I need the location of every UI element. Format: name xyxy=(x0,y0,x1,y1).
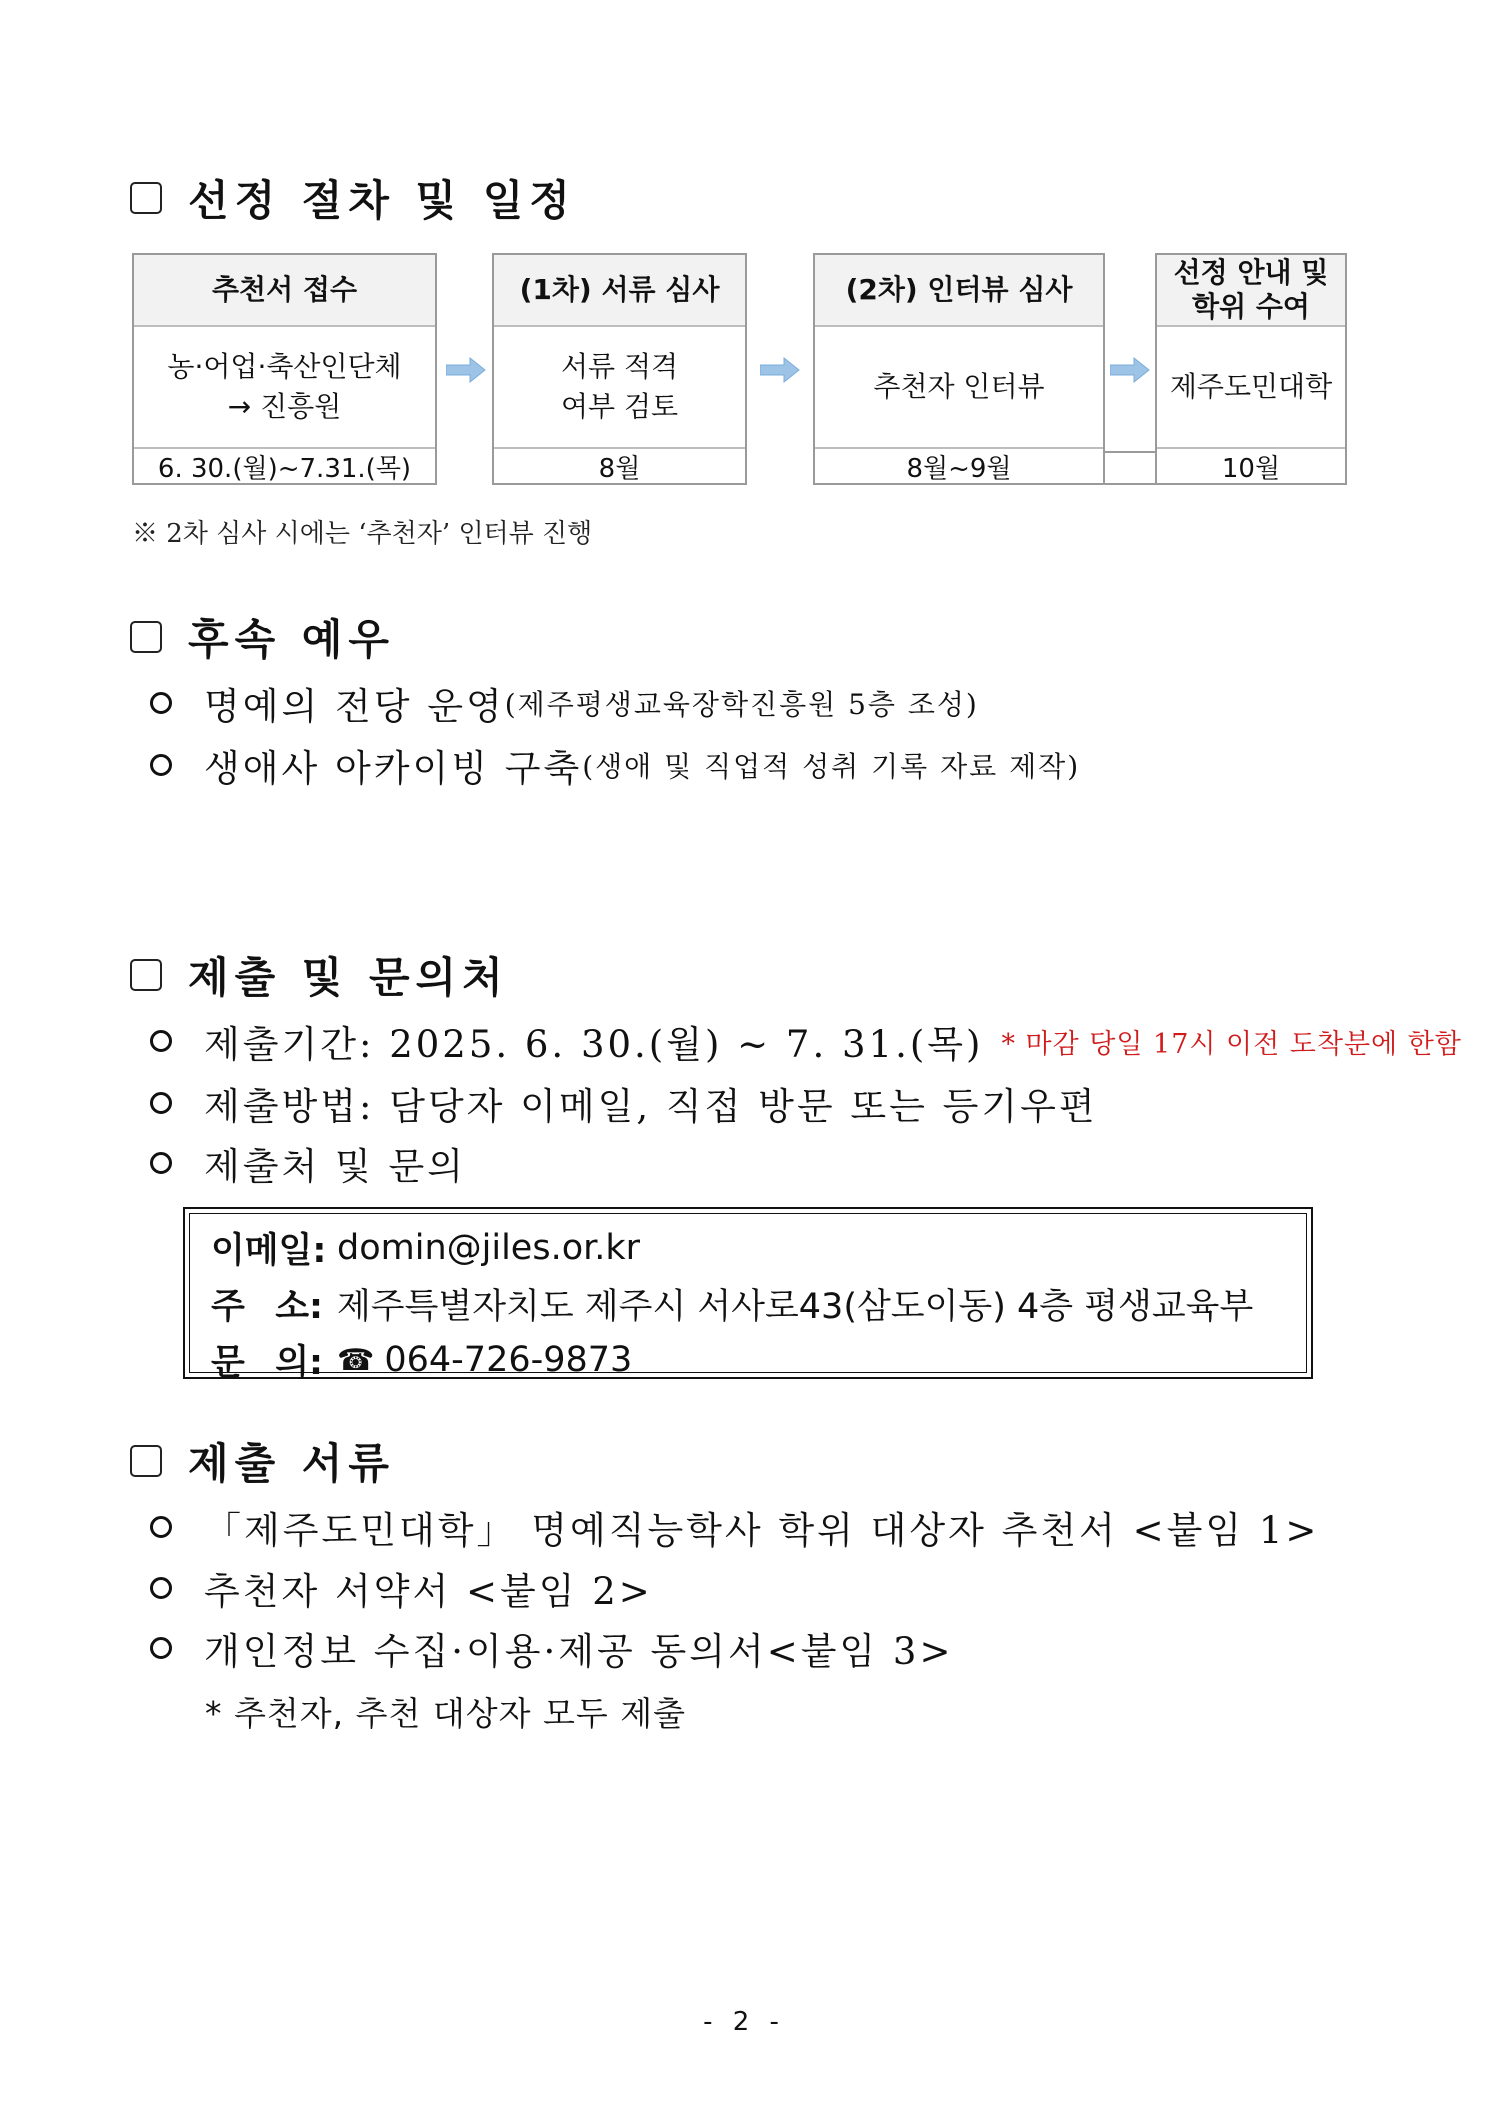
list-item xyxy=(150,676,979,730)
flow-step-date: 6. 30.(월)~7.31.(목) xyxy=(134,447,435,483)
section-header-submission xyxy=(130,945,509,1005)
circle-bullet-icon xyxy=(150,1577,172,1599)
flow-step-header: (1차) 서류 심사 xyxy=(494,255,745,327)
flow-step-date: 10월 xyxy=(1157,447,1345,483)
circle-bullet-icon xyxy=(150,1637,172,1659)
flow-step-header xyxy=(1157,255,1345,327)
flow-step-body-line: 서류 적격 xyxy=(560,350,679,383)
document-item: 개인정보 수집·이용·제공 동의서<붙임 3> xyxy=(204,1630,954,1673)
contact-email-label: 이메일: xyxy=(211,1231,327,1271)
flow-step-body-line: 제주도민대학 xyxy=(1169,370,1333,403)
documents-footnote: * 추천자, 추천 대상자 모두 제출 xyxy=(205,1694,686,1733)
list-item-subtext: (생애 및 직업적 성취 기록 자료 제작) xyxy=(582,750,1081,783)
list-item-text: 명예의 전당 운영 xyxy=(204,685,505,728)
flow-step-body xyxy=(134,325,435,449)
section-title: 제출 및 문의처 xyxy=(188,953,509,1002)
contact-address-row xyxy=(211,1279,1253,1329)
list-item xyxy=(150,1136,466,1190)
flow-step-body-line: 농·어업·축산인단체 xyxy=(167,350,402,383)
list-item xyxy=(150,1014,1462,1068)
contact-email[interactable]: domin@jiles.or.kr xyxy=(337,1228,641,1268)
checkbox-square-icon xyxy=(130,959,162,991)
document-item: 「제주도민대학」 명예직능학사 학위 대상자 추천서 <붙임 1> xyxy=(204,1509,1320,1552)
flow-step-date: 8월 xyxy=(494,447,745,483)
contact-phone-label: 문 의: xyxy=(211,1343,323,1383)
list-item xyxy=(150,738,1080,792)
circle-bullet-icon xyxy=(150,1152,172,1174)
circle-bullet-icon xyxy=(150,754,172,776)
circle-bullet-icon xyxy=(150,1092,172,1114)
section-header-documents xyxy=(130,1431,395,1491)
page-number: - 2 - xyxy=(703,2007,785,2037)
list-item-text: 생애사 아카이빙 구축 xyxy=(204,747,583,790)
flow-step-body xyxy=(494,325,745,449)
contact-address: 제주특별자치도 제주시 서사로43(삼도이동) 4층 평생교육부 xyxy=(337,1287,1254,1327)
contact-phone-row xyxy=(211,1335,632,1385)
right-arrow-icon xyxy=(1110,357,1150,383)
contact-address-label: 주 소: xyxy=(211,1287,323,1327)
flow-step-body-line: 추천자 인터뷰 xyxy=(873,370,1045,403)
contact-phone: 064-726-9873 xyxy=(384,1340,633,1380)
circle-bullet-icon xyxy=(150,692,172,714)
circle-bullet-icon xyxy=(150,1030,172,1052)
flow-step-4 xyxy=(1155,253,1347,485)
circle-bullet-icon xyxy=(150,1516,172,1538)
contact-email-row xyxy=(211,1223,640,1273)
deadline-note: * 마감 당일 17시 이전 도착분에 한함 xyxy=(1001,1028,1462,1060)
flow-step-header: 추천서 접수 xyxy=(134,255,435,327)
list-item xyxy=(150,1561,653,1615)
submission-method: 제출방법: 담당자 이메일, 직접 방문 또는 등기우편 xyxy=(204,1085,1098,1128)
flow-step-body-line: → 진흥원 xyxy=(227,390,342,423)
flow-note: ※ 2차 심사 시에는 ‘추천자’ 인터뷰 진행 xyxy=(132,519,593,549)
section-header-procedure xyxy=(130,168,576,228)
phone-icon: ☎ xyxy=(337,1342,375,1378)
checkbox-square-icon xyxy=(130,182,162,214)
right-arrow-icon xyxy=(760,357,800,383)
section-title: 선정 절차 및 일정 xyxy=(188,176,576,225)
section-title: 제출 서류 xyxy=(188,1439,395,1488)
list-item xyxy=(150,1500,1319,1554)
submission-contact-heading: 제출처 및 문의 xyxy=(204,1145,466,1188)
flow-step-3 xyxy=(813,253,1105,485)
submission-period: 제출기간: 2025. 6. 30.(월) ~ 7. 31.(목) xyxy=(204,1023,984,1066)
document-item: 추천자 서약서 <붙임 2> xyxy=(204,1570,653,1613)
list-item-subtext: (제주평생교육장학진흥원 5층 조성) xyxy=(504,688,979,721)
section-title: 후속 예우 xyxy=(188,615,395,664)
flow-step-body-line: 여부 검토 xyxy=(560,390,679,423)
flow-step-body xyxy=(1157,325,1345,449)
list-item xyxy=(150,1076,1098,1130)
flow-step-header-line: 선정 안내 및 xyxy=(1173,256,1329,289)
flow-step-body xyxy=(815,325,1103,449)
flow-step-2 xyxy=(492,253,747,485)
contact-box xyxy=(183,1207,1313,1383)
checkbox-square-icon xyxy=(130,621,162,653)
checkbox-square-icon xyxy=(130,1445,162,1477)
list-item xyxy=(150,1621,953,1675)
section-header-benefits xyxy=(130,607,395,667)
flow-step-header: (2차) 인터뷰 심사 xyxy=(815,255,1103,327)
flow-step-1 xyxy=(132,253,437,485)
flow-connector-cell xyxy=(1103,451,1157,485)
flow-step-header-line: 학위 수여 xyxy=(1192,290,1310,323)
flow-step-date: 8월~9월 xyxy=(815,447,1103,483)
right-arrow-icon xyxy=(446,357,486,383)
